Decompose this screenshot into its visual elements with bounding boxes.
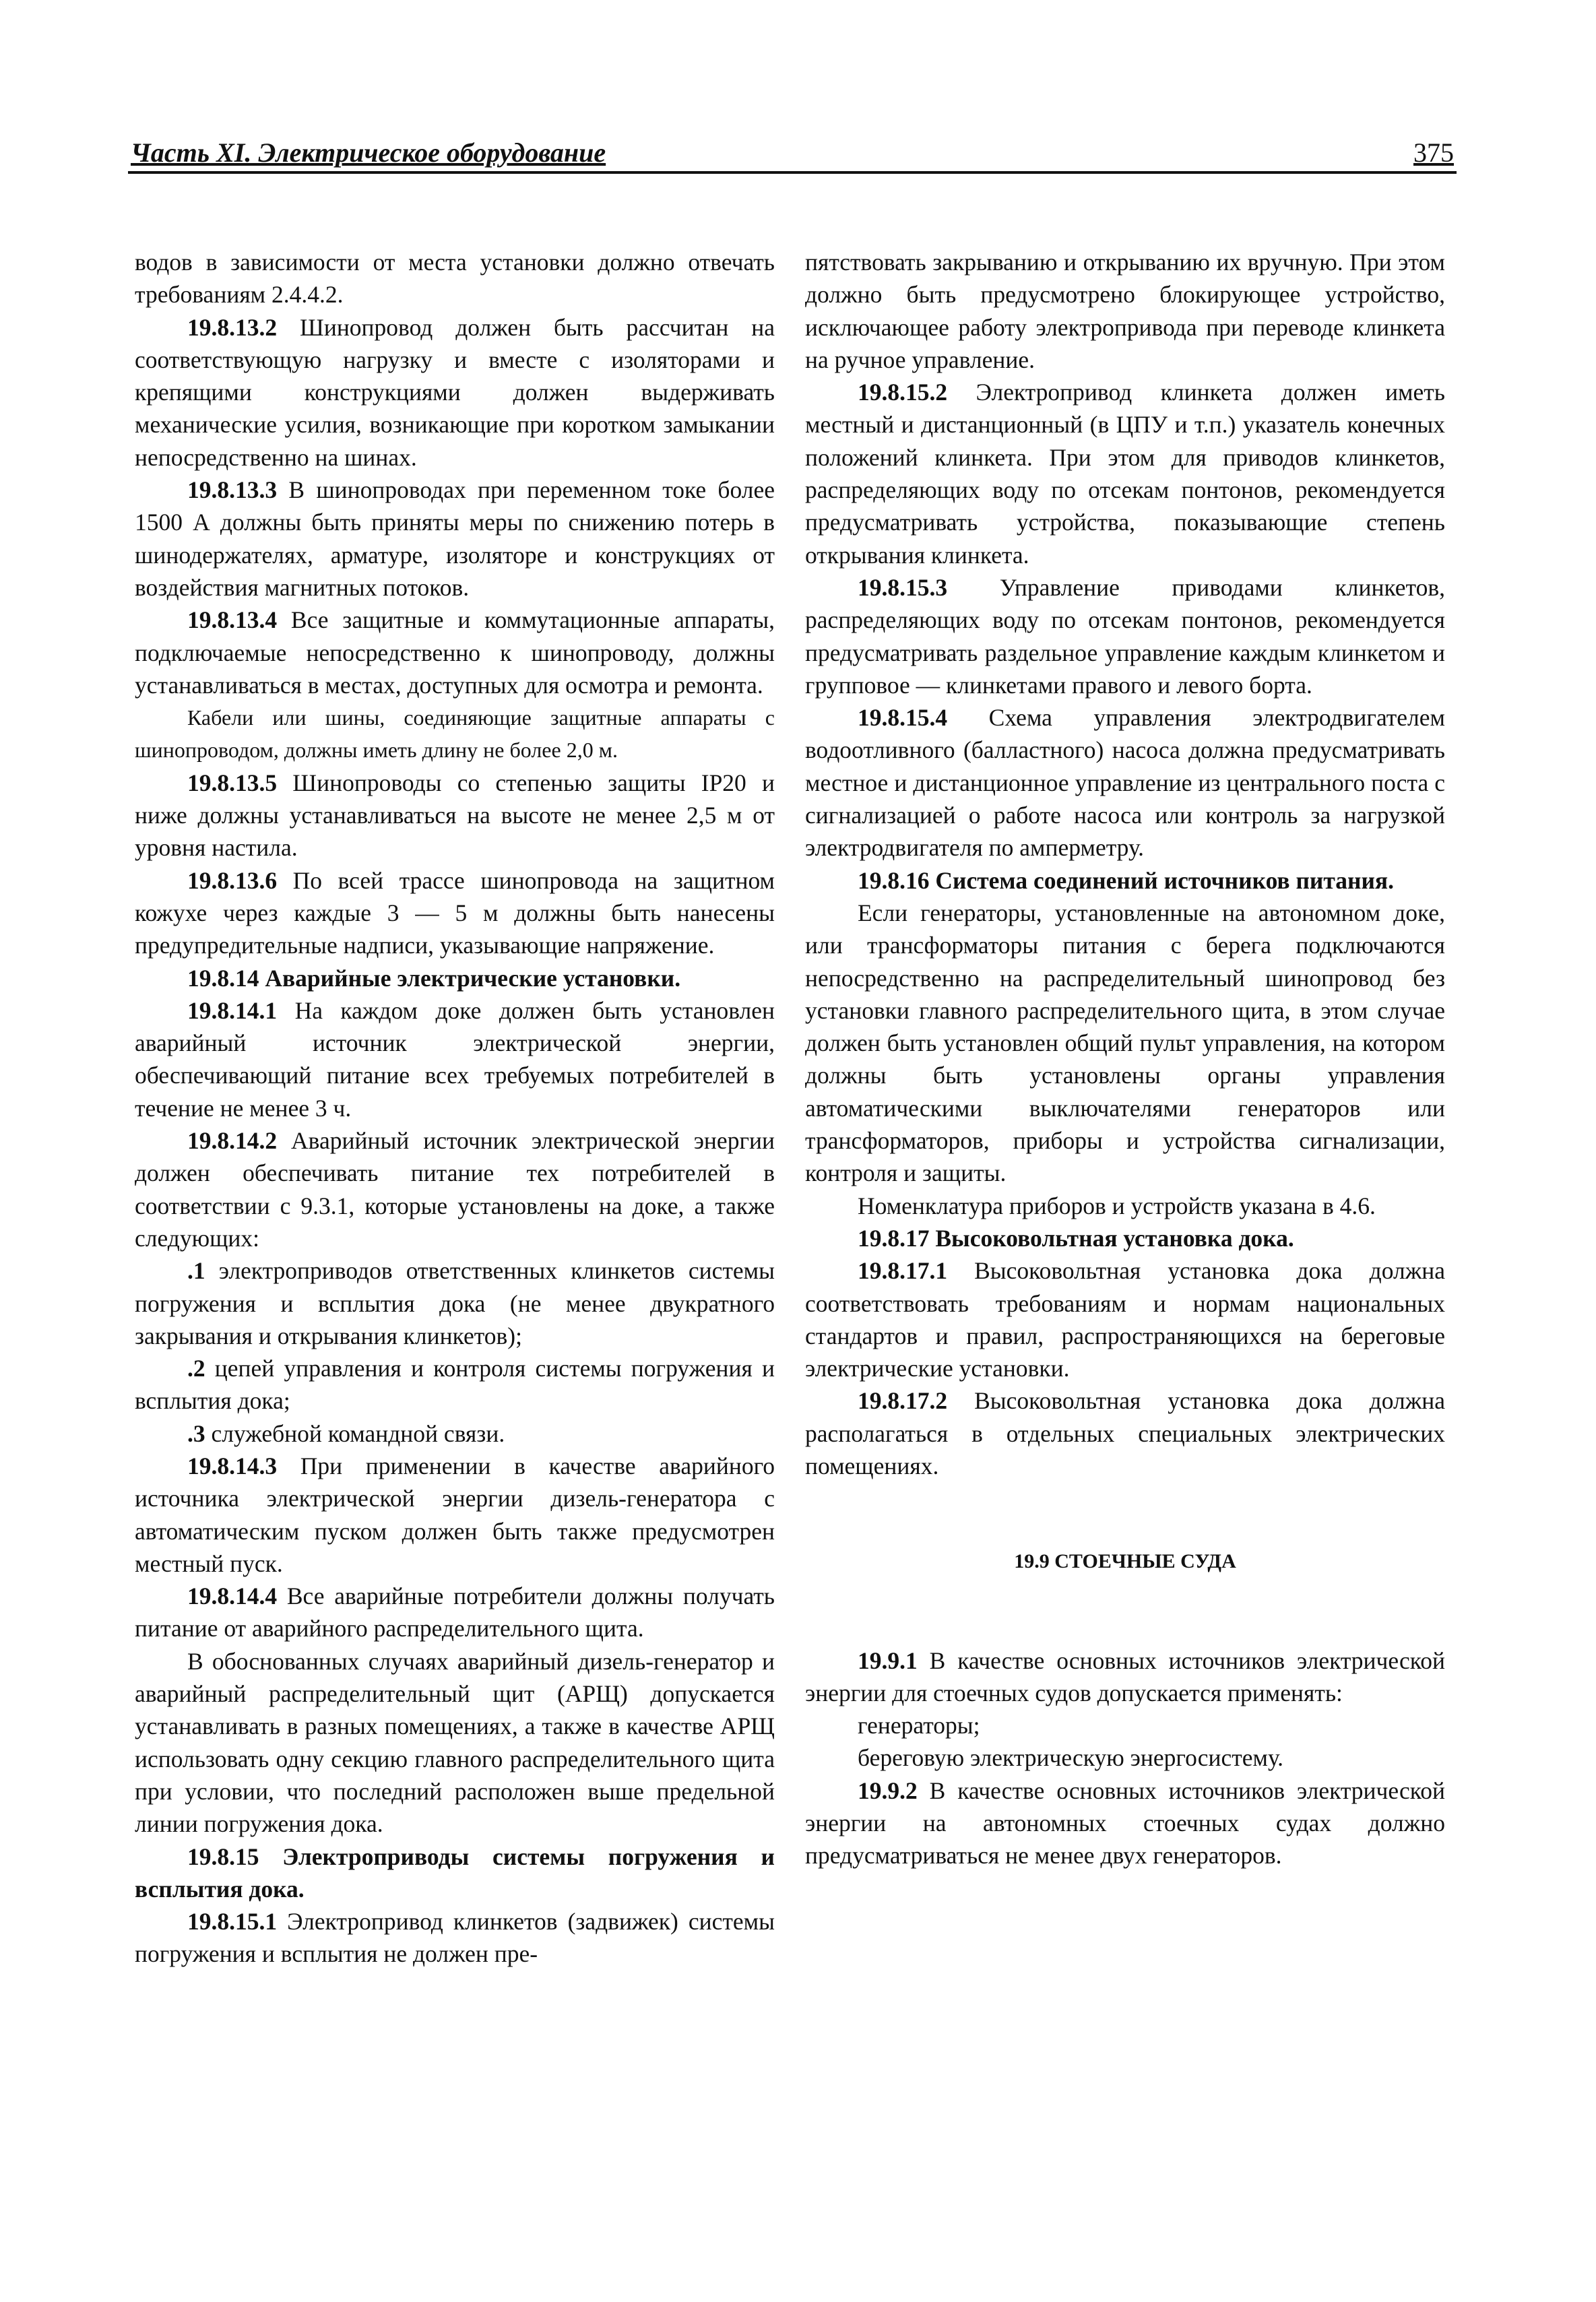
clause-19-8-13-2: 19.8.13.2 Шинопровод должен быть рассчитан на соответствующую нагрузку и вместе с изоляторами и крепящими конструкциями должен выдерживать механические усилия, возникающие при коротком замыкании непосредственно на шинах. bbox=[135, 313, 775, 471]
clause-19-8-15-3: 19.8.15.3 Управление приводами клинкетов, распределяющих воду по отсекам понтонов, рекомендуется предусматривать раздельное управление каждым клинкетом и групповое — клинкетами правого и левого борта. bbox=[805, 573, 1445, 699]
paragraph: Если генераторы, установленные на автономном доке, или трансформаторы питания с берега подключаются непосредственно на распределительный шинопровод без установки главного распределительного щита, в этом случае должен быть установлен общий пульт управления, на котором должны быть установлены органы управления автоматическими выключателями генераторов или трансформаторов, приборы и устройства сигнализации, контроля и защиты. bbox=[805, 899, 1445, 1187]
clause-19-8-17-1: 19.8.17.1 Высоковольтная установка дока должна соответствовать требованиям и нормам национальных стандартов и правил, распространяющихся на береговые электрические установки. bbox=[805, 1257, 1445, 1382]
clause-19-8-15-1: 19.8.15.1 Электропривод клинкетов (задвижек) системы погружения и всплытия не должен пре- bbox=[135, 1908, 775, 1968]
list-item: генераторы; bbox=[858, 1712, 980, 1739]
paragraph: В обоснованных случаях аварийный дизель-генератор и аварийный распределительный щит (АРЩ) допускается устанавливать в разных помещениях, а также в качестве АРЩ использовать одну секцию главного распределительного щита при условии, что последний расположен выше предельной линии погружения дока. bbox=[135, 1647, 775, 1838]
running-title: Часть XI. Электрическое оборудование bbox=[131, 137, 606, 168]
left-column bbox=[135, 246, 775, 1971]
clause-19-8-13-5: 19.8.13.5 Шинопроводы со степенью защиты IP20 и ниже должны устанавливаться на высоте не менее 2,5 м от уровня настила. bbox=[135, 769, 775, 862]
paragraph: пятствовать закрыванию и открыванию их вручную. При этом должно быть предусмотрено блокирующее устройство, исключающее работу электропривода при переводе клинкета на ручное управление. bbox=[805, 249, 1445, 373]
list-item: береговую электрическую энергосистему. bbox=[858, 1744, 1284, 1772]
heading-19-8-16: 19.8.16 Система соединений источников питания. bbox=[858, 866, 1394, 894]
list-item-1: .1 электроприводов ответственных клинкетов системы погружения и всплытия дока (не менее двукратного закрывания и открывания клинкетов); bbox=[135, 1257, 775, 1349]
clause-19-8-15-2: 19.8.15.2 Электропривод клинкета должен иметь местный и дистанционный (в ЦПУ и т.п.) указатель конечных положений клинкета. При этом для приводов клинкетов, распределяющих воду по отсекам понтонов, рекомендуется предусматривать устройства, показывающие степень открывания клинкета. bbox=[805, 379, 1445, 569]
clause-19-9-1: 19.9.1 В качестве основных источников электрической энергии для стоечных судов допускается применять: bbox=[805, 1646, 1445, 1706]
clause-19-8-13-3: 19.8.13.3 В шинопроводах при переменном токе более 1500 А должны быть приняты меры по снижению потерь в шинодержателях, арматуре, изоляторе и конструкциях от воздействия магнитных потоков. bbox=[135, 476, 775, 601]
heading-19-8-17: 19.8.17 Высоковольтная установка дока. bbox=[858, 1224, 1294, 1252]
right-column bbox=[805, 246, 1445, 1872]
clause-19-9-2: 19.9.2 В качестве основных источников электрической энергии на автономных стоечных судах должно предусматриваться не менее двух генераторов. bbox=[805, 1777, 1445, 1869]
clause-19-8-13-4: 19.8.13.4 Все защитные и коммутационные аппараты, подключаемые непосредственно к шинопроводу, должны устанавливаться в местах, доступных для осмотра и ремонта. bbox=[135, 606, 775, 699]
heading-19-8-14: 19.8.14 Аварийные электрические установки. bbox=[187, 964, 681, 992]
paragraph: Номенклатура приборов и устройств указана в 4.6. bbox=[858, 1192, 1376, 1219]
heading-19-8-15: 19.8.15 Электроприводы системы погружения и всплытия дока. bbox=[135, 1843, 775, 1903]
list-item-3: .3 служебной командной связи. bbox=[187, 1419, 505, 1447]
clause-19-8-17-2: 19.8.17.2 Высоковольтная установка дока должна располагаться в отдельных специальных электрических помещениях. bbox=[805, 1387, 1445, 1479]
clause-19-8-14-2: 19.8.14.2 Аварийный источник электрической энергии должен обеспечивать питание тех потребителей в соответствии с 9.3.1, которые установлены на доке, а также следующих: bbox=[135, 1127, 775, 1252]
page-header bbox=[128, 129, 1457, 174]
clause-19-8-14-3: 19.8.14.3 При применении в качестве аварийного источника электрической энергии дизель-генератора с автоматическим пуском должен быть также предусмотрен местный пуск. bbox=[135, 1452, 775, 1577]
clause-19-8-14-1: 19.8.14.1 На каждом доке должен быть установлен аварийный источник электрической энергии, обеспечивающий питание всех требуемых потребителей в течение не менее 3 ч. bbox=[135, 996, 775, 1122]
section-title-19-9: 19.9 СТОЕЧНЫЕ СУДА bbox=[1014, 1550, 1236, 1573]
page-number: 375 bbox=[1413, 137, 1454, 168]
list-item-2: .2 цепей управления и контроля системы погружения и всплытия дока; bbox=[135, 1355, 775, 1415]
clause-19-8-15-4: 19.8.15.4 Схема управления электродвигателем водоотливного (балластного) насоса должна предусматривать местное и дистанционное управление из центрального поста с сигнализацией о работе насоса или контроль за нагрузкой электродвигателя по амперметру. bbox=[805, 704, 1445, 862]
clause-19-8-14-4: 19.8.14.4 Все аварийные потребители должны получать питание от аварийного распределительного щита. bbox=[135, 1582, 775, 1642]
paragraph: водов в зависимости от места установки должно отвечать требованиям 2.4.4.2. bbox=[135, 249, 775, 309]
clause-19-8-13-6: 19.8.13.6 По всей трассе шинопровода на защитном кожухе через каждые 3 — 5 м должны быть нанесены предупредительные надписи, указывающие напряжение. bbox=[135, 866, 775, 959]
paragraph: Кабели или шины, соединяющие защитные аппараты с шинопроводом, должны иметь длину не более 2,0 м. bbox=[135, 705, 775, 763]
